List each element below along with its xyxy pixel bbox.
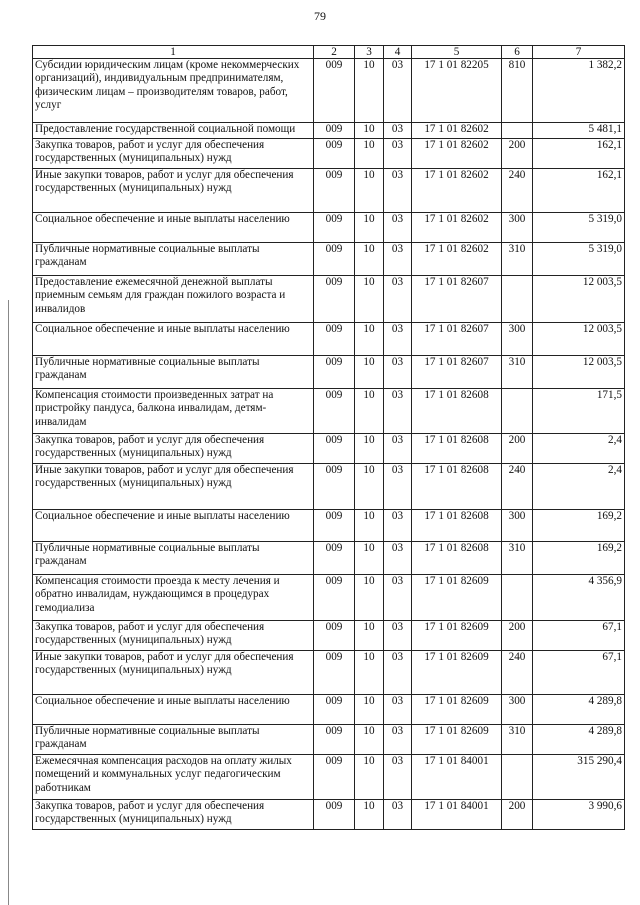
target-article-cell: 17 1 01 82609	[412, 651, 502, 695]
budget-table	[32, 45, 625, 830]
table-row	[33, 356, 625, 389]
expense-type-cell	[502, 276, 533, 323]
ministry-code-cell: 009	[314, 389, 355, 434]
subsection-code-cell: 03	[384, 695, 412, 725]
section-code-cell: 10	[355, 621, 384, 651]
subsection-code-cell: 03	[384, 510, 412, 542]
section-code-cell: 10	[355, 213, 384, 243]
subsection-code-cell: 03	[384, 575, 412, 621]
expense-type-cell	[502, 575, 533, 621]
table-row	[33, 434, 625, 464]
amount-cell: 169,2	[533, 542, 625, 575]
table-row	[33, 169, 625, 213]
row-name-cell: Компенсация стоимости произведенных затрат на пристройку пандуса, балкона инвалидам, детям-инвалидам	[33, 389, 314, 434]
ministry-code-cell: 009	[314, 276, 355, 323]
table-row	[33, 123, 625, 139]
amount-cell: 2,4	[533, 434, 625, 464]
amount-cell: 5 319,0	[533, 243, 625, 276]
row-name-cell: Ежемесячная компенсация расходов на оплату жилых помещений и коммунальных услуг педагогическим работникам	[33, 755, 314, 800]
amount-cell: 4 356,9	[533, 575, 625, 621]
row-name-cell: Иные закупки товаров, работ и услуг для обеспечения государственных (муниципальных) нужд	[33, 464, 314, 510]
target-article-cell: 17 1 01 82608	[412, 542, 502, 575]
ministry-code-cell: 009	[314, 169, 355, 213]
page-number: 79	[314, 9, 326, 23]
subsection-code-cell: 03	[384, 276, 412, 323]
row-name-cell: Социальное обеспечение и иные выплаты населению	[33, 510, 314, 542]
row-name-cell: Закупка товаров, работ и услуг для обеспечения государственных (муниципальных) нужд	[33, 621, 314, 651]
row-name-cell: Социальное обеспечение и иные выплаты населению	[33, 213, 314, 243]
target-article-cell: 17 1 01 82608	[412, 389, 502, 434]
row-name-cell: Публичные нормативные социальные выплаты гражданам	[33, 243, 314, 276]
row-name-cell: Предоставление государственной социальной помощи	[33, 123, 314, 139]
section-code-cell: 10	[355, 651, 384, 695]
expense-type-cell: 310	[502, 725, 533, 755]
amount-cell: 3 990,6	[533, 800, 625, 830]
subsection-code-cell: 03	[384, 800, 412, 830]
target-article-cell: 17 1 01 82607	[412, 276, 502, 323]
subsection-code-cell: 03	[384, 59, 412, 123]
subsection-code-cell: 03	[384, 621, 412, 651]
section-code-cell: 10	[355, 59, 384, 123]
subsection-code-cell: 03	[384, 356, 412, 389]
table-row	[33, 695, 625, 725]
ministry-code-cell: 009	[314, 575, 355, 621]
section-code-cell: 10	[355, 276, 384, 323]
target-article-cell: 17 1 01 82602	[412, 213, 502, 243]
row-name-cell: Компенсация стоимости проезда к месту лечения и обратно инвалидам, нуждающимся в процедурах гемодиализа	[33, 575, 314, 621]
row-name-cell: Иные закупки товаров, работ и услуг для обеспечения государственных (муниципальных) нужд	[33, 169, 314, 213]
section-code-cell: 10	[355, 510, 384, 542]
subsection-code-cell: 03	[384, 169, 412, 213]
row-name-cell: Иные закупки товаров, работ и услуг для обеспечения государственных (муниципальных) нужд	[33, 651, 314, 695]
amount-cell: 67,1	[533, 621, 625, 651]
amount-cell: 2,4	[533, 464, 625, 510]
expense-type-cell: 310	[502, 542, 533, 575]
table-row	[33, 213, 625, 243]
column-header-2: 2	[314, 46, 355, 59]
section-code-cell: 10	[355, 695, 384, 725]
section-code-cell: 10	[355, 123, 384, 139]
subsection-code-cell: 03	[384, 213, 412, 243]
expense-type-cell: 240	[502, 651, 533, 695]
target-article-cell: 17 1 01 84001	[412, 755, 502, 800]
subsection-code-cell: 03	[384, 542, 412, 575]
subsection-code-cell: 03	[384, 464, 412, 510]
subsection-code-cell: 03	[384, 323, 412, 356]
ministry-code-cell: 009	[314, 213, 355, 243]
row-name-cell: Публичные нормативные социальные выплаты гражданам	[33, 725, 314, 755]
table-row	[33, 464, 625, 510]
ministry-code-cell: 009	[314, 464, 355, 510]
target-article-cell: 17 1 01 82608	[412, 434, 502, 464]
ministry-code-cell: 009	[314, 434, 355, 464]
table-row	[33, 755, 625, 800]
ministry-code-cell: 009	[314, 139, 355, 169]
ministry-code-cell: 009	[314, 542, 355, 575]
ministry-code-cell: 009	[314, 510, 355, 542]
section-code-cell: 10	[355, 243, 384, 276]
section-code-cell: 10	[355, 575, 384, 621]
row-name-cell: Социальное обеспечение и иные выплаты населению	[33, 323, 314, 356]
expense-type-cell: 810	[502, 59, 533, 123]
section-code-cell: 10	[355, 139, 384, 169]
subsection-code-cell: 03	[384, 725, 412, 755]
table-row	[33, 389, 625, 434]
amount-cell: 12 003,5	[533, 356, 625, 389]
amount-cell: 169,2	[533, 510, 625, 542]
subsection-code-cell: 03	[384, 434, 412, 464]
ministry-code-cell: 009	[314, 123, 355, 139]
row-name-cell: Закупка товаров, работ и услуг для обеспечения государственных (муниципальных) нужд	[33, 800, 314, 830]
amount-cell: 4 289,8	[533, 695, 625, 725]
target-article-cell: 17 1 01 82602	[412, 123, 502, 139]
ministry-code-cell: 009	[314, 725, 355, 755]
amount-cell: 5 319,0	[533, 213, 625, 243]
section-code-cell: 10	[355, 356, 384, 389]
amount-cell: 12 003,5	[533, 276, 625, 323]
ministry-code-cell: 009	[314, 621, 355, 651]
section-code-cell: 10	[355, 755, 384, 800]
expense-type-cell: 300	[502, 695, 533, 725]
table-row	[33, 243, 625, 276]
ministry-code-cell: 009	[314, 243, 355, 276]
target-article-cell: 17 1 01 82602	[412, 243, 502, 276]
column-header-3: 3	[355, 46, 384, 59]
expense-type-cell: 200	[502, 139, 533, 169]
target-article-cell: 17 1 01 82608	[412, 510, 502, 542]
target-article-cell: 17 1 01 82607	[412, 356, 502, 389]
table-row	[33, 651, 625, 695]
amount-cell: 4 289,8	[533, 725, 625, 755]
amount-cell: 171,5	[533, 389, 625, 434]
subsection-code-cell: 03	[384, 243, 412, 276]
subsection-code-cell: 03	[384, 139, 412, 169]
ministry-code-cell: 009	[314, 323, 355, 356]
section-code-cell: 10	[355, 800, 384, 830]
expense-type-cell: 200	[502, 621, 533, 651]
target-article-cell: 17 1 01 82609	[412, 621, 502, 651]
table-row	[33, 542, 625, 575]
expense-type-cell: 240	[502, 464, 533, 510]
amount-cell: 162,1	[533, 139, 625, 169]
section-code-cell: 10	[355, 323, 384, 356]
table-row	[33, 139, 625, 169]
amount-cell: 315 290,4	[533, 755, 625, 800]
ministry-code-cell: 009	[314, 800, 355, 830]
amount-cell: 1 382,2	[533, 59, 625, 123]
amount-cell: 67,1	[533, 651, 625, 695]
target-article-cell: 17 1 01 84001	[412, 800, 502, 830]
row-name-cell: Публичные нормативные социальные выплаты гражданам	[33, 356, 314, 389]
expense-type-cell: 310	[502, 356, 533, 389]
subsection-code-cell: 03	[384, 651, 412, 695]
target-article-cell: 17 1 01 82609	[412, 725, 502, 755]
target-article-cell: 17 1 01 82205	[412, 59, 502, 123]
ministry-code-cell: 009	[314, 651, 355, 695]
expense-type-cell	[502, 389, 533, 434]
row-name-cell: Социальное обеспечение и иные выплаты населению	[33, 695, 314, 725]
target-article-cell: 17 1 01 82607	[412, 323, 502, 356]
row-name-cell: Предоставление ежемесячной денежной выплаты приемным семьям для граждан пожилого возраста и инвалидов	[33, 276, 314, 323]
table-row	[33, 276, 625, 323]
expense-type-cell: 300	[502, 213, 533, 243]
expense-type-cell: 310	[502, 243, 533, 276]
target-article-cell: 17 1 01 82609	[412, 575, 502, 621]
ministry-code-cell: 009	[314, 755, 355, 800]
target-article-cell: 17 1 01 82608	[412, 464, 502, 510]
column-header-5: 5	[412, 46, 502, 59]
row-name-cell: Публичные нормативные социальные выплаты гражданам	[33, 542, 314, 575]
section-code-cell: 10	[355, 725, 384, 755]
section-code-cell: 10	[355, 434, 384, 464]
expense-type-cell: 200	[502, 800, 533, 830]
target-article-cell: 17 1 01 82602	[412, 139, 502, 169]
column-header-4: 4	[384, 46, 412, 59]
expense-type-cell: 300	[502, 510, 533, 542]
column-header-6: 6	[502, 46, 533, 59]
section-code-cell: 10	[355, 389, 384, 434]
expense-type-cell	[502, 123, 533, 139]
amount-cell: 5 481,1	[533, 123, 625, 139]
header-row	[33, 46, 625, 59]
table-row	[33, 323, 625, 356]
expense-type-cell: 300	[502, 323, 533, 356]
row-name-cell: Закупка товаров, работ и услуг для обеспечения государственных (муниципальных) нужд	[33, 139, 314, 169]
expense-type-cell	[502, 755, 533, 800]
ministry-code-cell: 009	[314, 695, 355, 725]
target-article-cell: 17 1 01 82602	[412, 169, 502, 213]
subsection-code-cell: 03	[384, 123, 412, 139]
amount-cell: 162,1	[533, 169, 625, 213]
section-code-cell: 10	[355, 542, 384, 575]
subsection-code-cell: 03	[384, 389, 412, 434]
table-row	[33, 621, 625, 651]
column-header-1: 1	[33, 46, 314, 59]
table-row	[33, 510, 625, 542]
section-code-cell: 10	[355, 169, 384, 213]
margin-line	[8, 300, 9, 905]
table-row	[33, 575, 625, 621]
target-article-cell: 17 1 01 82609	[412, 695, 502, 725]
row-name-cell: Закупка товаров, работ и услуг для обеспечения государственных (муниципальных) нужд	[33, 434, 314, 464]
ministry-code-cell: 009	[314, 356, 355, 389]
expense-type-cell: 200	[502, 434, 533, 464]
expense-type-cell: 240	[502, 169, 533, 213]
table-row	[33, 800, 625, 830]
table-row	[33, 59, 625, 123]
row-name-cell: Субсидии юридическим лицам (кроме некоммерческих организаций), индивидуальным предпринимателям, физическим лицам – производителям товаров, работ, услуг	[33, 59, 314, 123]
ministry-code-cell: 009	[314, 59, 355, 123]
column-header-7: 7	[533, 46, 625, 59]
section-code-cell: 10	[355, 464, 384, 510]
subsection-code-cell: 03	[384, 755, 412, 800]
amount-cell: 12 003,5	[533, 323, 625, 356]
table-row	[33, 725, 625, 755]
